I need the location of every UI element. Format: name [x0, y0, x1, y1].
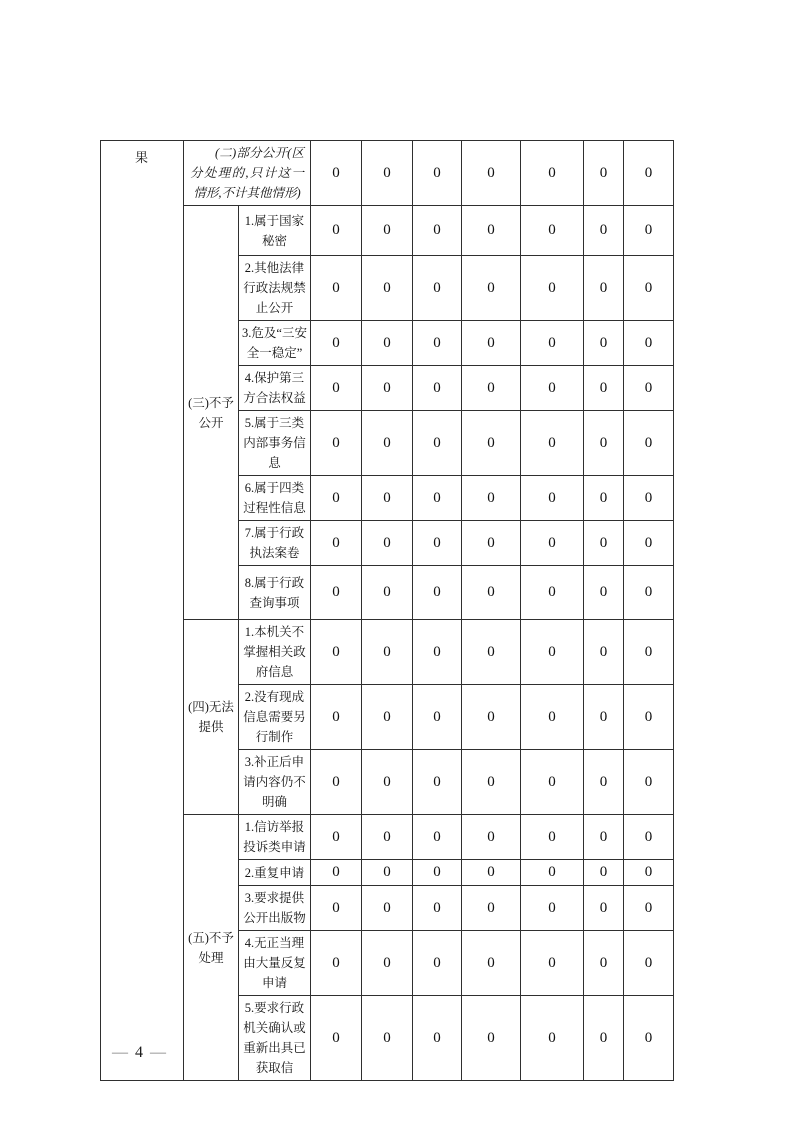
value-cell: 0	[462, 886, 521, 931]
row-label: 1.信访举报投诉类申请	[239, 815, 311, 860]
value-cell: 0	[584, 685, 624, 750]
value-cell: 0	[362, 256, 413, 321]
row-label-partial-open: (二)部分公开(区分处理的,只计这一情形,不计其他情形)	[184, 141, 311, 206]
value-cell: 0	[311, 620, 362, 685]
value-cell: 0	[462, 931, 521, 996]
value-cell: 0	[362, 476, 413, 521]
row-label: 5.属于三类内部事务信息	[239, 411, 311, 476]
value-cell: 0	[462, 476, 521, 521]
category-header-unable-to-provide: (四)无法提供	[184, 620, 239, 815]
value-cell: 0	[413, 815, 462, 860]
value-cell: 0	[624, 860, 674, 886]
value-cell: 0	[521, 366, 584, 411]
page-number-right-dash: —	[150, 1044, 166, 1061]
value-cell: 0	[624, 476, 674, 521]
value-cell: 0	[584, 206, 624, 256]
row-label: 1.本机关不掌握相关政府信息	[239, 620, 311, 685]
value-cell: 0	[311, 321, 362, 366]
page-number-value: 4	[135, 1044, 143, 1061]
value-cell: 0	[311, 685, 362, 750]
value-cell: 0	[624, 685, 674, 750]
value-cell: 0	[413, 321, 462, 366]
value-cell: 0	[521, 141, 584, 206]
value-cell: 0	[413, 931, 462, 996]
row-label: 1.属于国家秘密	[239, 206, 311, 256]
category-header-not-disclosed: (三)不予公开	[184, 206, 239, 620]
value-cell: 0	[462, 206, 521, 256]
value-cell: 0	[584, 366, 624, 411]
category-header-not-processed: (五)不予处理	[184, 815, 239, 1081]
value-cell: 0	[584, 815, 624, 860]
value-cell: 0	[362, 366, 413, 411]
value-cell: 0	[362, 206, 413, 256]
value-cell: 0	[584, 886, 624, 931]
value-cell: 0	[624, 996, 674, 1081]
value-cell: 0	[521, 685, 584, 750]
value-cell: 0	[521, 566, 584, 620]
value-cell: 0	[311, 521, 362, 566]
value-cell: 0	[311, 411, 362, 476]
row-label: 5.要求行政机关确认或重新出具已获取信	[239, 996, 311, 1081]
value-cell: 0	[362, 521, 413, 566]
value-cell: 0	[624, 566, 674, 620]
value-cell: 0	[362, 321, 413, 366]
value-cell: 0	[311, 476, 362, 521]
value-cell: 0	[362, 141, 413, 206]
table-row	[101, 141, 674, 206]
table-row	[101, 815, 674, 860]
row-label: 7.属于行政执法案卷	[239, 521, 311, 566]
value-cell: 0	[624, 815, 674, 860]
value-cell: 0	[413, 886, 462, 931]
value-cell: 0	[624, 366, 674, 411]
value-cell: 0	[521, 321, 584, 366]
value-cell: 0	[521, 256, 584, 321]
value-cell: 0	[624, 620, 674, 685]
value-cell: 0	[624, 256, 674, 321]
value-cell: 0	[311, 141, 362, 206]
value-cell: 0	[311, 566, 362, 620]
value-cell: 0	[462, 566, 521, 620]
value-cell: 0	[311, 206, 362, 256]
value-cell: 0	[462, 815, 521, 860]
value-cell: 0	[624, 750, 674, 815]
value-cell: 0	[624, 141, 674, 206]
value-cell: 0	[362, 685, 413, 750]
value-cell: 0	[311, 815, 362, 860]
value-cell: 0	[521, 521, 584, 566]
value-cell: 0	[521, 411, 584, 476]
value-cell: 0	[584, 321, 624, 366]
value-cell: 0	[521, 931, 584, 996]
value-cell: 0	[362, 886, 413, 931]
value-cell: 0	[584, 566, 624, 620]
value-cell: 0	[362, 566, 413, 620]
value-cell: 0	[462, 750, 521, 815]
value-cell: 0	[413, 366, 462, 411]
value-cell: 0	[362, 815, 413, 860]
value-cell: 0	[521, 476, 584, 521]
value-cell: 0	[462, 411, 521, 476]
value-cell: 0	[462, 256, 521, 321]
value-cell: 0	[584, 860, 624, 886]
value-cell: 0	[462, 141, 521, 206]
row-label: 2.其他法律行政法规禁止公开	[239, 256, 311, 321]
value-cell: 0	[584, 620, 624, 685]
disclosure-request-results-table	[100, 140, 674, 1081]
row-label: 3.补正后申请内容仍不明确	[239, 750, 311, 815]
value-cell: 0	[413, 141, 462, 206]
value-cell: 0	[624, 206, 674, 256]
value-cell: 0	[413, 750, 462, 815]
value-cell: 0	[584, 411, 624, 476]
value-cell: 0	[413, 620, 462, 685]
value-cell: 0	[521, 206, 584, 256]
value-cell: 0	[413, 566, 462, 620]
value-cell: 0	[624, 411, 674, 476]
value-cell: 0	[584, 996, 624, 1081]
value-cell: 0	[521, 815, 584, 860]
value-cell: 0	[362, 620, 413, 685]
value-cell: 0	[521, 750, 584, 815]
value-cell: 0	[413, 206, 462, 256]
value-cell: 0	[311, 886, 362, 931]
row-label: 2.没有现成信息需要另行制作	[239, 685, 311, 750]
row-label: 2.重复申请	[239, 860, 311, 886]
value-cell: 0	[362, 996, 413, 1081]
page-number-left-dash: —	[112, 1044, 128, 1061]
value-cell: 0	[584, 521, 624, 566]
value-cell: 0	[413, 476, 462, 521]
value-cell: 0	[362, 750, 413, 815]
value-cell: 0	[311, 750, 362, 815]
row-label: 8.属于行政查询事项	[239, 566, 311, 620]
value-cell: 0	[362, 931, 413, 996]
value-cell: 0	[413, 996, 462, 1081]
value-cell: 0	[311, 931, 362, 996]
value-cell: 0	[462, 996, 521, 1081]
value-cell: 0	[584, 931, 624, 996]
value-cell: 0	[413, 256, 462, 321]
row-label: 4.无正当理由大量反复申请	[239, 931, 311, 996]
value-cell: 0	[521, 620, 584, 685]
value-cell: 0	[413, 411, 462, 476]
value-cell: 0	[413, 685, 462, 750]
value-cell: 0	[362, 860, 413, 886]
value-cell: 0	[462, 685, 521, 750]
value-cell: 0	[624, 931, 674, 996]
value-cell: 0	[521, 860, 584, 886]
value-cell: 0	[311, 996, 362, 1081]
row-label: 6.属于四类过程性信息	[239, 476, 311, 521]
continued-column-header: 果	[101, 141, 184, 1081]
value-cell: 0	[521, 886, 584, 931]
value-cell: 0	[624, 521, 674, 566]
table-row	[101, 620, 674, 685]
value-cell: 0	[462, 521, 521, 566]
value-cell: 0	[584, 476, 624, 521]
value-cell: 0	[462, 860, 521, 886]
value-cell: 0	[584, 141, 624, 206]
value-cell: 0	[311, 860, 362, 886]
row-label: 3.要求提供公开出版物	[239, 886, 311, 931]
row-label: 4.保护第三方合法权益	[239, 366, 311, 411]
value-cell: 0	[413, 521, 462, 566]
value-cell: 0	[311, 256, 362, 321]
value-cell: 0	[311, 366, 362, 411]
value-cell: 0	[413, 860, 462, 886]
page-number	[98, 1044, 180, 1062]
value-cell: 0	[584, 750, 624, 815]
value-cell: 0	[462, 321, 521, 366]
value-cell: 0	[584, 256, 624, 321]
value-cell: 0	[362, 411, 413, 476]
value-cell: 0	[624, 886, 674, 931]
value-cell: 0	[462, 620, 521, 685]
value-cell: 0	[624, 321, 674, 366]
value-cell: 0	[521, 996, 584, 1081]
value-cell: 0	[462, 366, 521, 411]
table-row	[101, 206, 674, 256]
row-label: 3.危及“三安全一稳定”	[239, 321, 311, 366]
